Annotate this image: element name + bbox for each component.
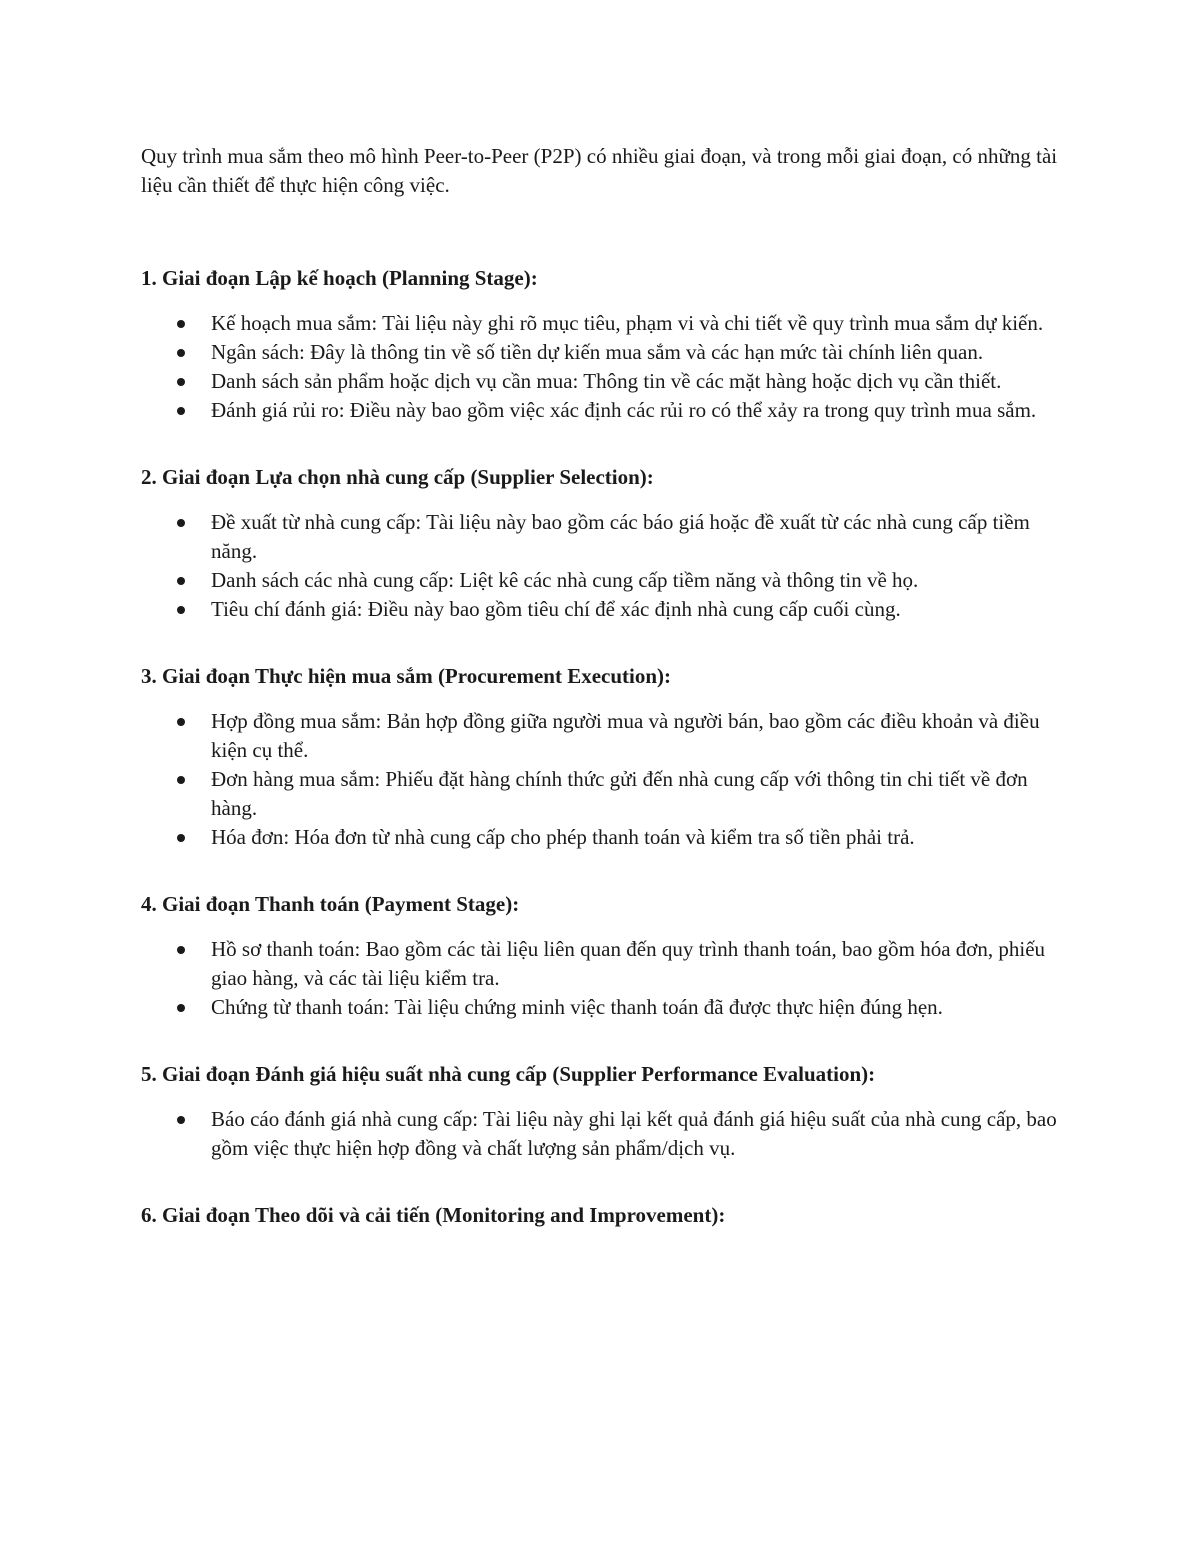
list-item <box>141 338 1066 367</box>
section-supplier-evaluation <box>141 1060 1066 1163</box>
section-title: 4. Giai đoạn Thanh toán (Payment Stage): <box>141 892 520 916</box>
list-item-text: Danh sách các nhà cung cấp: Liệt kê các nhà cung cấp tiềm năng và thông tin về họ. <box>211 568 919 592</box>
list-item <box>141 1105 1066 1163</box>
list-item <box>141 823 1066 852</box>
list-item-text: Đánh giá rủi ro: Điều này bao gồm việc xác định các rủi ro có thể xảy ra trong quy trình mua sắm. <box>211 398 1037 422</box>
list-item-text: Kế hoạch mua sắm: Tài liệu này ghi rõ mục tiêu, phạm vi và chi tiết về quy trình mua sắm dự kiến. <box>211 311 1044 335</box>
list-item-text: Danh sách sản phẩm hoặc dịch vụ cần mua: Thông tin về các mặt hàng hoặc dịch vụ cần thiết. <box>211 369 1002 393</box>
list-item <box>141 508 1066 566</box>
bullet-icon <box>177 606 185 614</box>
list-item <box>141 935 1066 993</box>
list-item <box>141 396 1066 425</box>
section-planning <box>141 264 1066 425</box>
bullet-icon <box>177 834 185 842</box>
section-title: 1. Giai đoạn Lập kế hoạch (Planning Stage): <box>141 266 538 290</box>
bullet-list <box>141 707 1066 852</box>
section-title: 5. Giai đoạn Đánh giá hiệu suất nhà cung cấp (Supplier Performance Evaluation): <box>141 1062 876 1086</box>
list-item <box>141 367 1066 396</box>
intro-paragraph: Quy trình mua sắm theo mô hình Peer-to-Peer (P2P) có nhiều giai đoạn, và trong mỗi giai đoạn, có những tài liệu cần thiết để thực hiện công việc. <box>141 144 1058 197</box>
section-payment <box>141 890 1066 1022</box>
section-title: 6. Giai đoạn Theo dõi và cải tiến (Monitoring and Improvement): <box>141 1203 726 1227</box>
list-item-text: Tiêu chí đánh giá: Điều này bao gồm tiêu chí để xác định nhà cung cấp cuối cùng. <box>211 597 901 621</box>
section-procurement-execution <box>141 662 1066 852</box>
list-item-text: Hợp đồng mua sắm: Bản hợp đồng giữa người mua và người bán, bao gồm các điều khoản và điều kiện cụ thể. <box>211 709 1040 762</box>
section-title: 2. Giai đoạn Lựa chọn nhà cung cấp (Supplier Selection): <box>141 465 654 489</box>
bullet-icon <box>177 718 185 726</box>
list-item <box>141 595 1066 624</box>
section-monitoring <box>141 1201 1066 1230</box>
bullet-icon <box>177 519 185 527</box>
bullet-icon <box>177 577 185 585</box>
section-title: 3. Giai đoạn Thực hiện mua sắm (Procurement Execution): <box>141 664 672 688</box>
list-item-text: Báo cáo đánh giá nhà cung cấp: Tài liệu này ghi lại kết quả đánh giá hiệu suất của nhà cung cấp, bao gồm việc thực hiện hợp đồng và chất lượng sản phẩm/dịch vụ. <box>211 1107 1057 1160</box>
list-item-text: Chứng từ thanh toán: Tài liệu chứng minh việc thanh toán đã được thực hiện đúng hẹn. <box>211 995 943 1019</box>
bullet-icon <box>177 349 185 357</box>
list-item-text: Hóa đơn: Hóa đơn từ nhà cung cấp cho phép thanh toán và kiểm tra số tiền phải trả. <box>211 825 915 849</box>
list-item <box>141 566 1066 595</box>
bullet-list <box>141 508 1066 624</box>
list-item-text: Ngân sách: Đây là thông tin về số tiền dự kiến mua sắm và các hạn mức tài chính liên quan. <box>211 340 984 364</box>
bullet-list <box>141 935 1066 1022</box>
list-item-text: Hồ sơ thanh toán: Bao gồm các tài liệu liên quan đến quy trình thanh toán, bao gồm hóa đơn, phiếu giao hàng, và các tài liệu kiểm tra. <box>211 937 1046 990</box>
bullet-icon <box>177 320 185 328</box>
bullet-icon <box>177 378 185 386</box>
bullet-list <box>141 1105 1066 1163</box>
list-item <box>141 765 1066 823</box>
bullet-icon <box>177 407 185 415</box>
list-item-text: Đề xuất từ nhà cung cấp: Tài liệu này bao gồm các báo giá hoặc đề xuất từ các nhà cung cấp tiềm năng. <box>211 510 1030 563</box>
list-item <box>141 993 1066 1022</box>
section-supplier-selection <box>141 463 1066 624</box>
list-item <box>141 707 1066 765</box>
bullet-list <box>141 309 1066 425</box>
bullet-icon <box>177 946 185 954</box>
bullet-icon <box>177 1004 185 1012</box>
document-body <box>141 142 1066 1246</box>
bullet-icon <box>177 776 185 784</box>
list-item-text: Đơn hàng mua sắm: Phiếu đặt hàng chính thức gửi đến nhà cung cấp với thông tin chi tiết về đơn hàng. <box>211 767 1028 820</box>
bullet-icon <box>177 1116 185 1124</box>
list-item <box>141 309 1066 338</box>
